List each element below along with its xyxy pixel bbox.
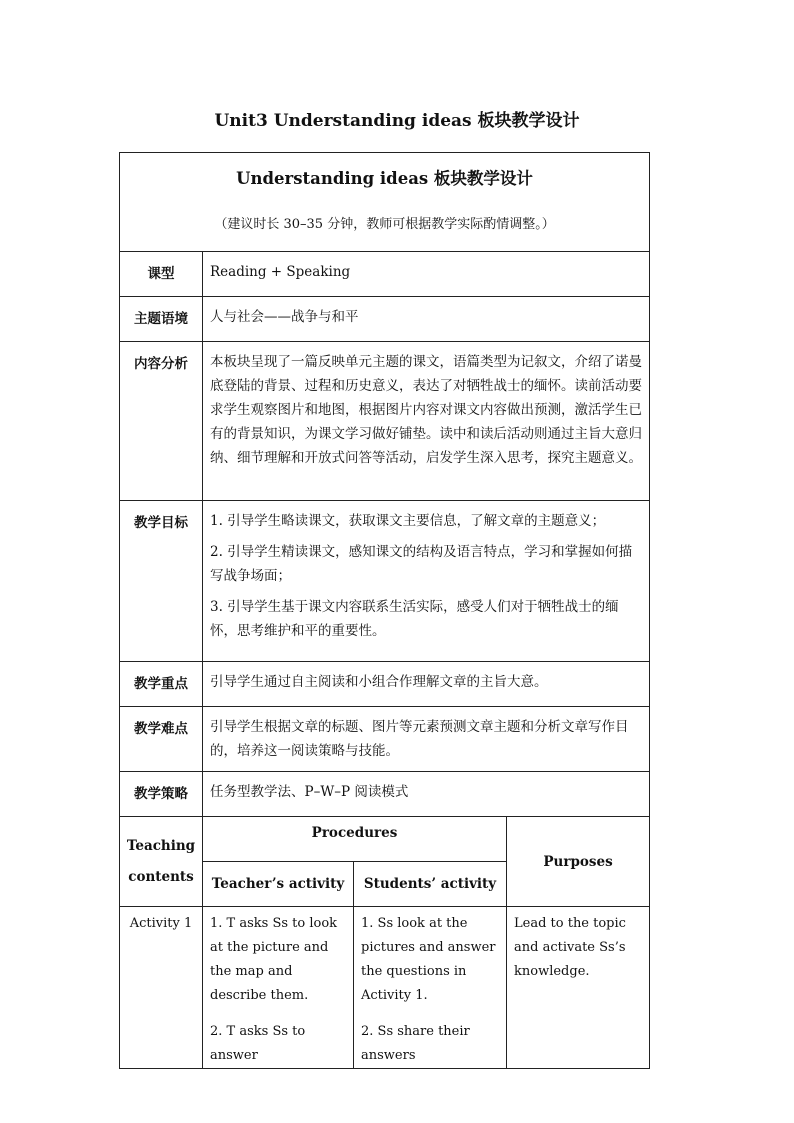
objective-item: 3. 引导学生基于课文内容联系生活实际，感受人们对于牺牲战士的缅怀，思考维护和平的重要性。 [210,599,619,639]
purposes-header: Purposes [507,817,650,907]
analysis-value: 本板块呈现了一篇反映单元主题的课文，语篇类型为记叙文，介绍了诺曼底登陆的背景、过程和历史意义，表达了对牺牲战士的缅怀。读前活动要求学生观察图片和地图，根据图片内容对课文内容做出预测，激活学生已有的背景知识，为课文学习做好铺垫。读中和读后活动则通过主旨大意归纳、细节理解和开放式问答等活动，启发学生深入思考，探究主题意义。 [203,342,650,501]
analysis-label: 内容分析 [120,342,203,501]
theme-label: 主题语境 [120,297,203,342]
table-header [120,153,650,252]
teacher-step: 2. T asks Ss to answer [210,1024,306,1063]
teaching-contents-header: Teaching contents [120,817,203,907]
strategy-label: 教学策略 [120,772,203,817]
key-points-value: 引导学生通过自主阅读和小组合作理解文章的主旨大意。 [203,662,650,707]
purpose-cell: Lead to the topic and activate Ss’s knowledge. [507,907,650,1069]
duration-note: （建议时长 30–35 分钟，教师可根据教学实际酌情调整。） [214,217,555,232]
course-type-label: 课型 [120,252,203,297]
key-points-label: 教学重点 [120,662,203,707]
activity-name: Activity 1 [120,907,203,1069]
strategy-value: 任务型教学法、P–W–P 阅读模式 [203,772,650,817]
students-activity-cell [354,907,507,1069]
teacher-step: 1. T asks Ss to look at the picture and the map and describe them. [210,916,338,1003]
table-title: Understanding ideas 板块教学设计 [236,169,533,188]
objective-item: 1. 引导学生略读课文，获取课文主要信息，了解文章的主题意义； [210,513,606,529]
students-step: 1. Ss look at the pictures and answer the questions in Activity 1. [361,916,496,1003]
procedures-header: Procedures [203,817,507,862]
objectives-label: 教学目标 [120,501,203,662]
students-step: 2. Ss share their answers [361,1024,470,1063]
difficulties-value: 引导学生根据文章的标题、图片等元素预测文章主题和分析文章写作目的，培养这一阅读策略与技能。 [203,707,650,772]
objectives-list [203,501,650,662]
students-activity-header: Students’ activity [354,862,507,907]
page-title: Unit3 Understanding ideas 板块教学设计 [214,111,580,131]
table-row [120,907,650,1069]
difficulties-label: 教学难点 [120,707,203,772]
teacher-activity-cell [203,907,354,1069]
lesson-plan-table [119,152,650,1069]
teacher-activity-header: Teacher’s activity [203,862,354,907]
course-type-value: Reading + Speaking [203,252,650,297]
theme-value: 人与社会——战争与和平 [203,297,650,342]
objective-item: 2. 引导学生精读课文，感知课文的结构及语言特点，学习和掌握如何描写战争场面； [210,544,633,584]
